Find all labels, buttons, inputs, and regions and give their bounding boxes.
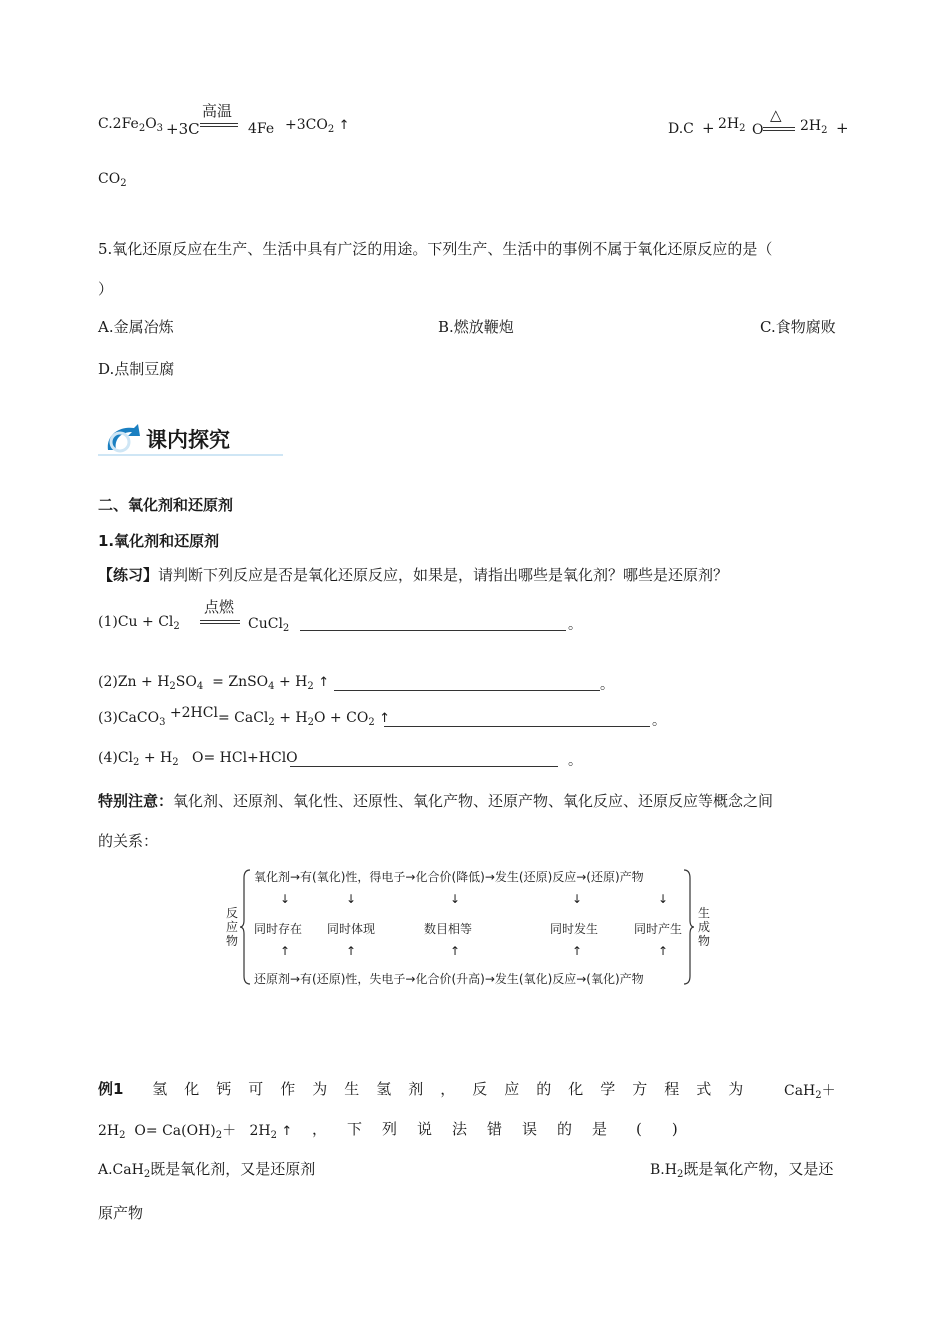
mid-item-equal: 数目相等 <box>424 922 473 936</box>
example-1-question: ，下列说法错误的是 <box>312 1120 628 1138</box>
right-brace-icon <box>682 868 694 986</box>
down-arrow-1: ↓ <box>280 892 291 906</box>
example-1-eq-start: CaH$_2$＋ <box>784 1083 836 1101</box>
example-1-line-2: $2H_2$ $O= Ca(OH)_2+$ $2H_2$ ↑ <box>98 1123 293 1141</box>
down-arrow-2: ↓ <box>346 892 357 906</box>
exercise-tag: 【练习】 <box>98 566 159 584</box>
option-c-3co2: $+3CO_2$ ↑ <box>285 117 350 135</box>
down-arrow-3: ↓ <box>450 892 461 906</box>
condition-ignite: 点燃 <box>204 598 235 616</box>
equals-double-line-eq1 <box>200 620 240 624</box>
banner-title: 课内探究 <box>146 428 230 452</box>
example-1-option-b-cont: 原产物 <box>98 1204 144 1222</box>
answer-blank-2[interactable] <box>334 674 600 693</box>
option-c-equation: $C.2Fe_2O_3$ <box>98 116 164 134</box>
equals-double-line-d <box>763 127 795 131</box>
arrow-badge-icon <box>104 422 142 454</box>
concept-relationship-diagram <box>222 862 722 992</box>
up-arrow-5: ↑ <box>658 944 669 958</box>
option-d-plus: + <box>702 119 715 137</box>
equation-3: (3)CaCO$_3$ +2HCl= CaCl$_2$ + $H_2O + CO_2$ ↑ <box>98 705 391 728</box>
equation-1-product: CuCl$_2$ <box>248 616 290 634</box>
answer-blank-3[interactable] <box>384 710 650 729</box>
mid-item-manifest: 同时体现 <box>327 922 376 936</box>
up-arrow-3: ↑ <box>450 944 461 958</box>
equation-4: $(4)Cl_2 + H_2$ O= HCl+HClO <box>98 750 298 768</box>
reactant-label: 反 应 物 <box>226 906 239 948</box>
product-label: 生 成 物 <box>698 906 711 948</box>
up-arrow-4: ↑ <box>572 944 583 958</box>
note-text: 氧化剂、还原剂、氧化性、还原性、氧化产物、还原产物、氧化反应、还原反应等概念之间 <box>173 792 774 810</box>
gas-up-arrow: ↑ <box>318 675 330 690</box>
banner-underline <box>98 454 283 456</box>
option-d-2h2: $2H_2$ <box>718 116 746 134</box>
down-arrow-5: ↓ <box>658 892 669 906</box>
down-arrow-4: ↓ <box>572 892 583 906</box>
question-5-option-c: C.食物腐败 <box>760 318 836 336</box>
gas-up-arrow: ↑ <box>379 711 391 726</box>
answer-blank-1[interactable] <box>300 614 566 633</box>
option-c-plus-3c: +3C <box>166 120 200 138</box>
gas-up-arrow: ↑ <box>281 1124 293 1139</box>
example-1-option-a: A.CaH$_2$既是氧化剂，又是还原剂 <box>98 1160 316 1180</box>
section-banner <box>98 420 283 460</box>
question-5-option-d: D.点制豆腐 <box>98 360 175 378</box>
left-brace-icon <box>240 868 252 986</box>
mid-item-coexist: 同时存在 <box>254 922 303 936</box>
option-c-4fe: 4Fe <box>248 121 275 137</box>
question-5-option-b: B.燃放鞭炮 <box>438 318 514 336</box>
example-label: 例1 <box>98 1080 124 1098</box>
option-d-product: $2H_2$ <box>800 118 828 136</box>
option-d-plus2: + <box>836 119 849 137</box>
mid-item-produce: 同时产生 <box>634 922 683 936</box>
exercise-text: 请判断下列反应是否是氧化还原反应，如果是，请指出哪些是氧化剂？哪些是还原剂？ <box>158 566 729 584</box>
equation-2: $(2)Zn + H_2SO_4$ = ZnSO$_4$ + $H_2$ ↑ <box>98 674 330 692</box>
note-text-2: 的关系： <box>98 832 159 850</box>
up-arrow-2: ↑ <box>346 944 357 958</box>
section-heading: 二、氧化剂和还原剂 <box>98 496 234 514</box>
condition-high-temp: 高温 <box>202 102 233 120</box>
example-text: 氢化钙可作为生氢剂，反应的化学方程式为 <box>152 1080 761 1098</box>
reductant-chain: 还原剂→有(还原)性，失电子→化合价(升高)→发生(氧化)反应→(氧化)产物 <box>254 972 644 986</box>
question-5-option-a: A.金属冶炼 <box>98 318 174 336</box>
period-1: 。 <box>568 617 582 633</box>
answer-blank-4[interactable] <box>290 750 558 769</box>
example-1-line-1 <box>98 1078 760 1099</box>
period-4: 。 <box>568 753 582 769</box>
option-d-o: O <box>752 122 764 138</box>
section-subheading: 1.氧化剂和还原剂 <box>98 532 220 550</box>
period-2: 。 <box>600 677 614 693</box>
gas-up-arrow: ↑ <box>338 118 350 133</box>
exercise-line <box>98 564 728 585</box>
equals-double-line <box>200 123 238 127</box>
example-1-paren: ( ) <box>636 1120 678 1138</box>
oxidant-chain: 氧化剂→有(氧化)性，得电子→化合价(降低)→发生(还原)反应→(还原)产物 <box>254 870 644 884</box>
note-label: 特别注意： <box>98 792 174 810</box>
question-5-stem: 5.氧化还原反应在生产、生活中具有广泛的用途。下列生产、生活中的事例不属于氧化还原反应的是（ <box>98 240 773 258</box>
special-note <box>98 790 773 811</box>
mid-item-occur: 同时发生 <box>550 922 599 936</box>
option-d-co2: $CO_2$ <box>98 171 127 189</box>
equation-1-reactants: $(1)Cu + Cl_2$ <box>98 614 180 632</box>
heat-triangle-icon: △ <box>770 106 782 124</box>
up-arrow-1: ↑ <box>280 944 291 958</box>
option-d-label: D.C <box>668 121 694 137</box>
question-5-stem-end: ） <box>98 280 114 298</box>
period-3: 。 <box>652 713 666 729</box>
example-1-option-b: $B.H_2$既是氧化产物，又是还 <box>650 1160 834 1180</box>
